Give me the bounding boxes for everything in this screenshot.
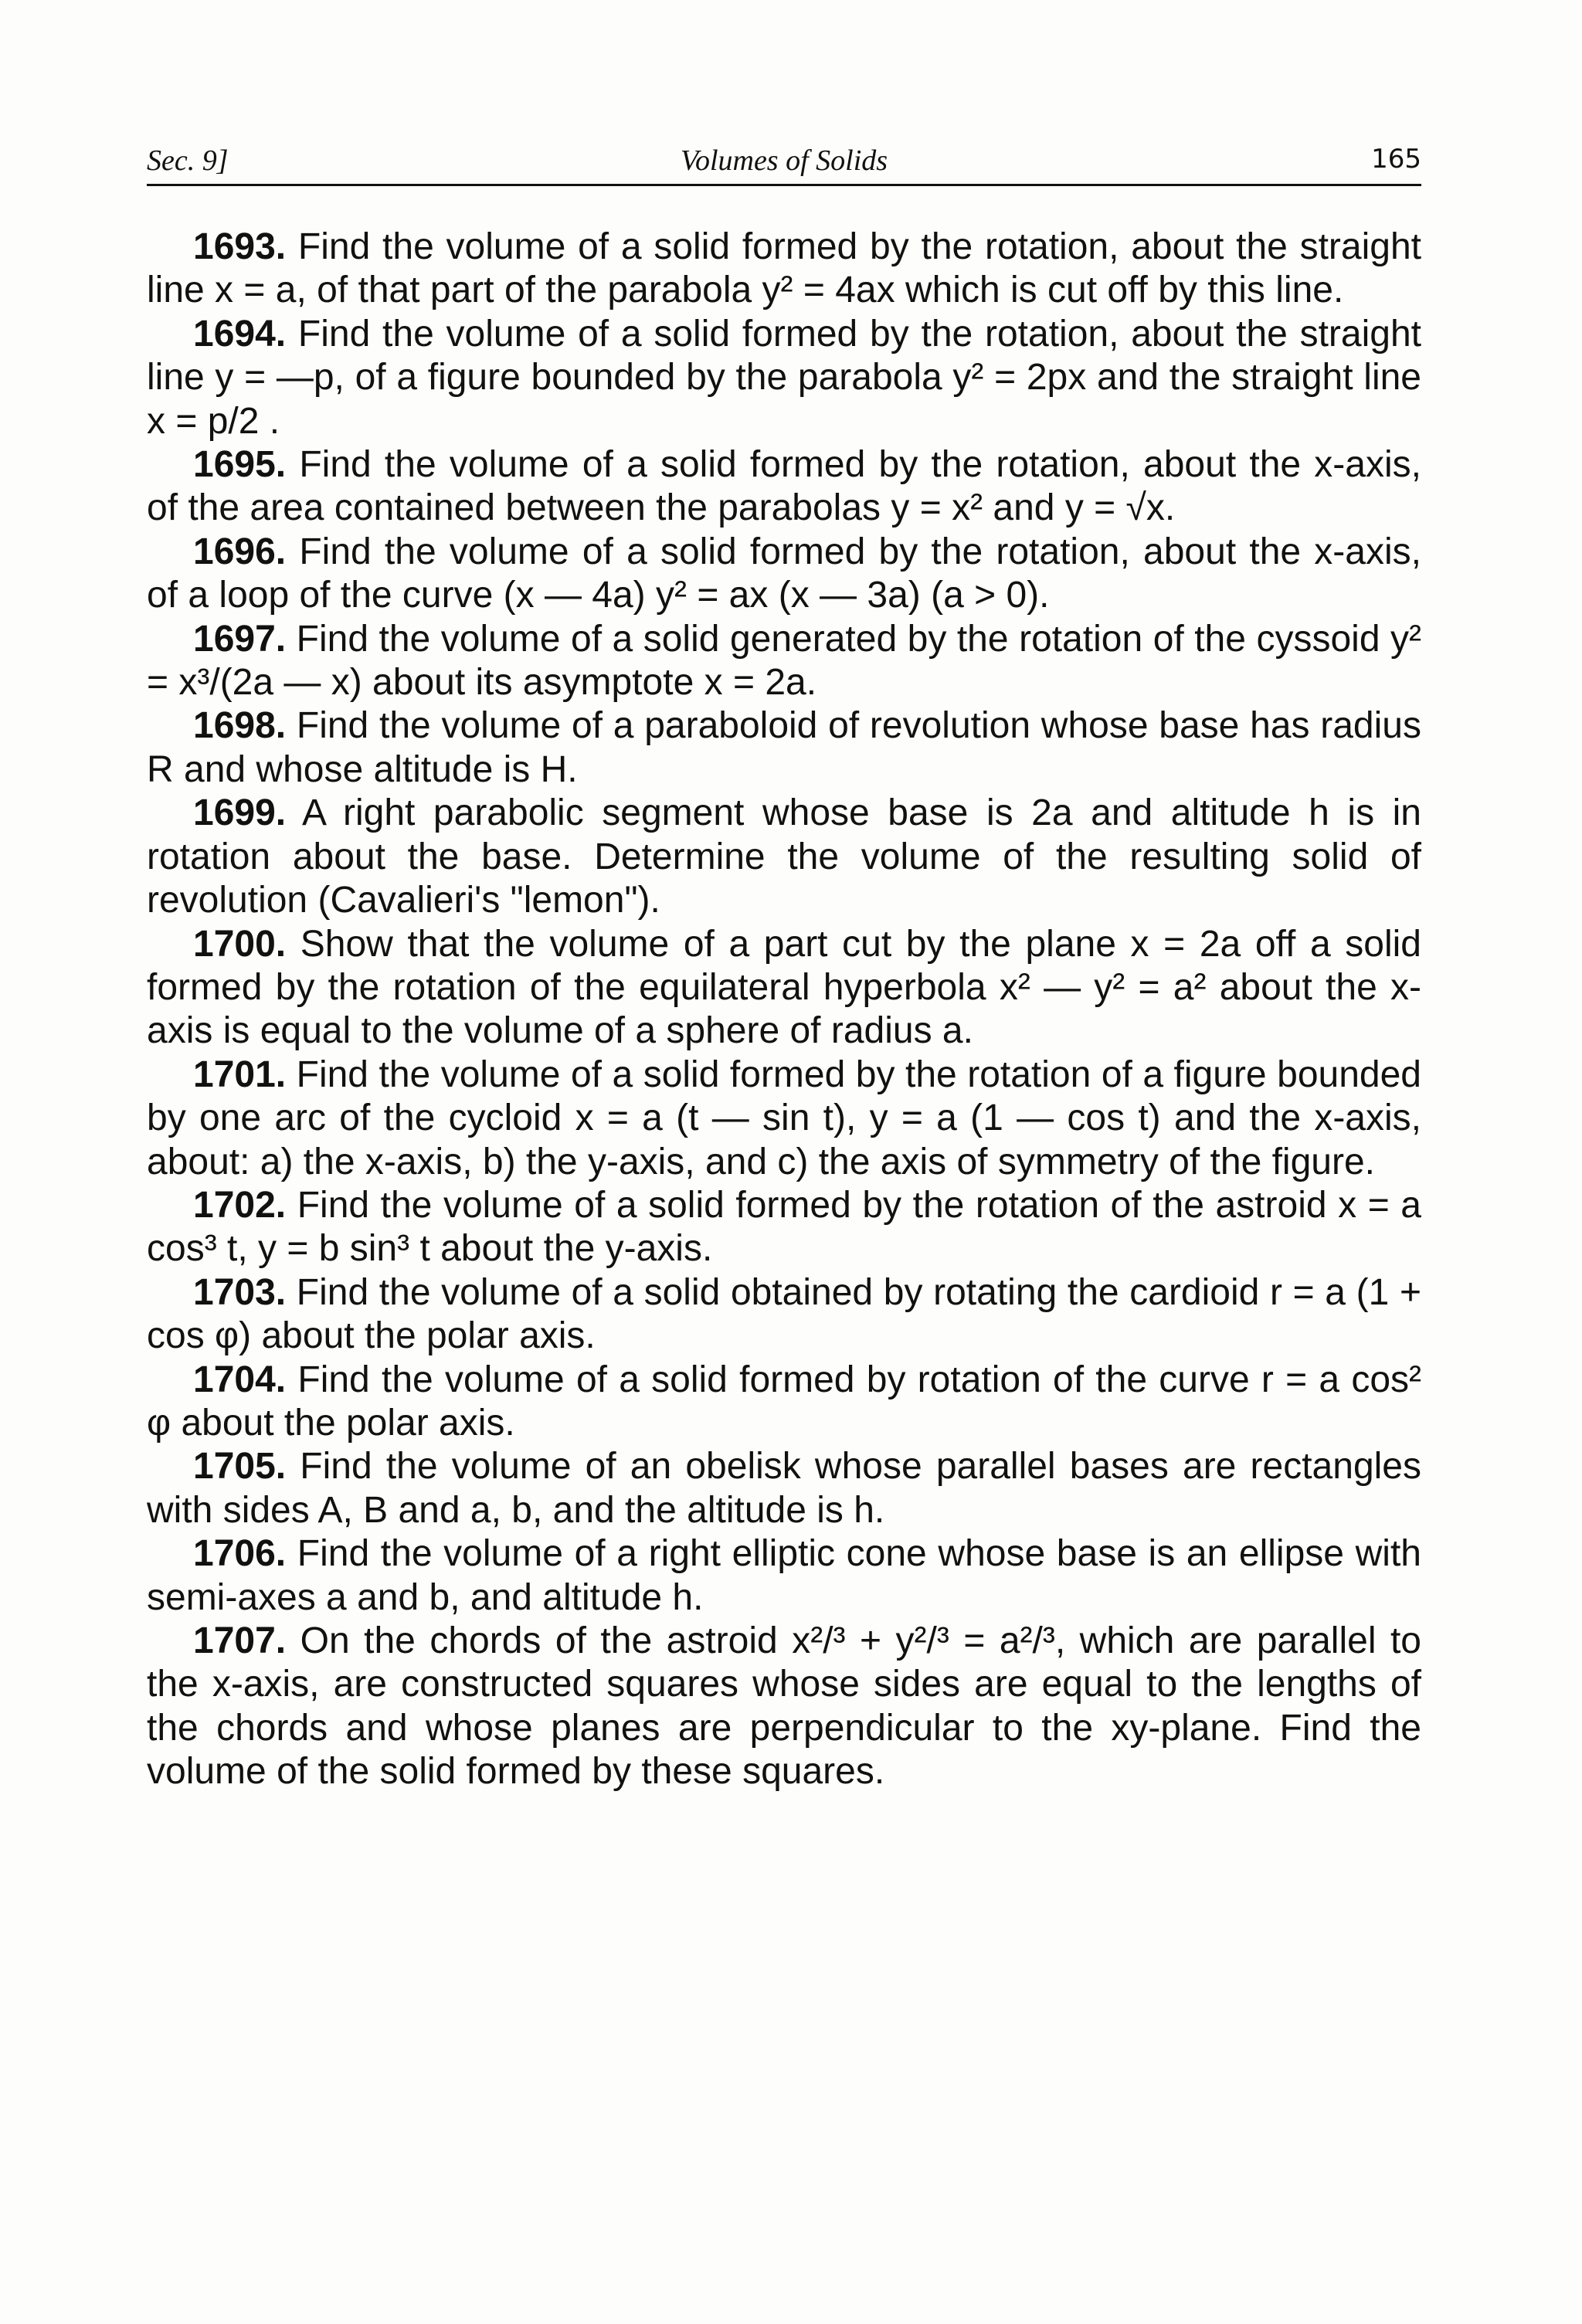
problem-text: Find the volume of a solid formed by rotation of the curve r = a cos² φ about the polar axis. (147, 1359, 1421, 1444)
problem-number: 1705. (193, 1446, 287, 1488)
problem-number: 1704. (193, 1359, 287, 1400)
running-title: Volumes of Solids (680, 144, 888, 177)
problem-number: 1703. (193, 1271, 287, 1313)
problem-1700 (147, 923, 1421, 1053)
problem-number: 1700. (193, 923, 287, 965)
problem-text: Find the volume of a solid formed by the rotation, about the straight line x = a, of that part of the parabola y² = 4ax which is cut off by this line. (147, 226, 1421, 311)
problem-text: Find the volume of a solid formed by the rotation, about the x-axis, of a loop of the curve (x — 4a) y² = ax (x — 3a) (a > 0). (147, 531, 1421, 616)
problem-1707 (147, 1620, 1421, 1794)
problem-text: Find the volume of a paraboloid of revolution whose base has radius R and whose altitude is H. (147, 705, 1421, 790)
problem-1705 (147, 1445, 1421, 1532)
problem-text: Show that the volume of a part cut by the plane x = 2a off a solid formed by the rotation of the equilateral hyperbola x² — y² = a² about the x-axis is equal to the volume of a sphere of radius a. (147, 923, 1421, 1052)
problem-1696 (147, 531, 1421, 618)
problem-1699 (147, 792, 1421, 922)
problem-number: 1696. (193, 531, 287, 572)
problem-text: Find the volume of an obelisk whose parallel bases are rectangles with sides A, B and a, b, and the altitude is h. (147, 1446, 1421, 1531)
problem-text: Find the volume of a solid formed by the rotation of the astroid x = a cos³ t, y = b sin³ t about the y-axis. (147, 1184, 1421, 1270)
problem-number: 1695. (193, 444, 287, 486)
problem-text: Find the volume of a solid obtained by rotating the cardioid r = a (1 + cos φ) about the polar axis. (147, 1271, 1421, 1357)
problem-number: 1699. (193, 792, 287, 834)
problem-number: 1706. (193, 1533, 287, 1575)
problem-text: A right parabolic segment whose base is 2a and altitude h is in rotation about the base. Determine the volume of the resulting solid of revolution (Cavalieri's "lemon"). (147, 792, 1421, 921)
problem-number: 1701. (193, 1053, 287, 1095)
problem-number: 1702. (193, 1184, 287, 1226)
problem-1704 (147, 1359, 1421, 1446)
problem-1706 (147, 1532, 1421, 1620)
problem-text: Find the volume of a solid generated by the rotation of the cyssoid y² = x³/(2a — x) about its asymptote x = 2a. (147, 618, 1422, 704)
problem-number: 1694. (193, 313, 287, 355)
section-label: Sec. 9] (147, 144, 229, 177)
problem-1693 (147, 226, 1421, 313)
problem-1701 (147, 1053, 1421, 1184)
problem-1694 (147, 313, 1421, 443)
problem-1702 (147, 1184, 1421, 1271)
page-number: 165 (1371, 144, 1421, 175)
problem-number: 1697. (193, 618, 287, 660)
problem-text: On the chords of the astroid x²/³ + y²/³ = a²/³, which are parallel to the x-axis, are constructed squares whose sides are equal to the lengths of the chords and whose planes are perpendicular to the xy-plane. Find the volume of the solid formed by these squares. (147, 1620, 1422, 1793)
problem-1695 (147, 443, 1421, 531)
problem-number: 1693. (193, 226, 287, 267)
problem-number: 1707. (193, 1620, 287, 1661)
problem-1703 (147, 1271, 1421, 1359)
problem-1698 (147, 704, 1421, 792)
problem-text: Find the volume of a solid formed by the rotation, about the straight line y = —p, of a figure bounded by the parabola y² = 2px and the straight line x = p/2 . (147, 313, 1421, 442)
problem-number: 1698. (193, 705, 287, 747)
problem-text: Find the volume of a solid formed by the rotation, about the x-axis, of the area contained between the parabolas y = x² and y = √x. (147, 444, 1421, 529)
problem-text: Find the volume of a right elliptic cone whose base is an ellipse with semi-axes a and b, and altitude h. (147, 1533, 1421, 1618)
problem-1697 (147, 618, 1421, 705)
page-header (147, 144, 1421, 186)
problem-text: Find the volume of a solid formed by the rotation of a figure bounded by one arc of the cycloid x = a (t — sin t), y = a (1 — cos t) and the x-axis, about: a) the x-axis, b) the y-axis, and c) the axis of symmetry of the figure. (147, 1053, 1421, 1182)
problem-list (147, 226, 1421, 1794)
